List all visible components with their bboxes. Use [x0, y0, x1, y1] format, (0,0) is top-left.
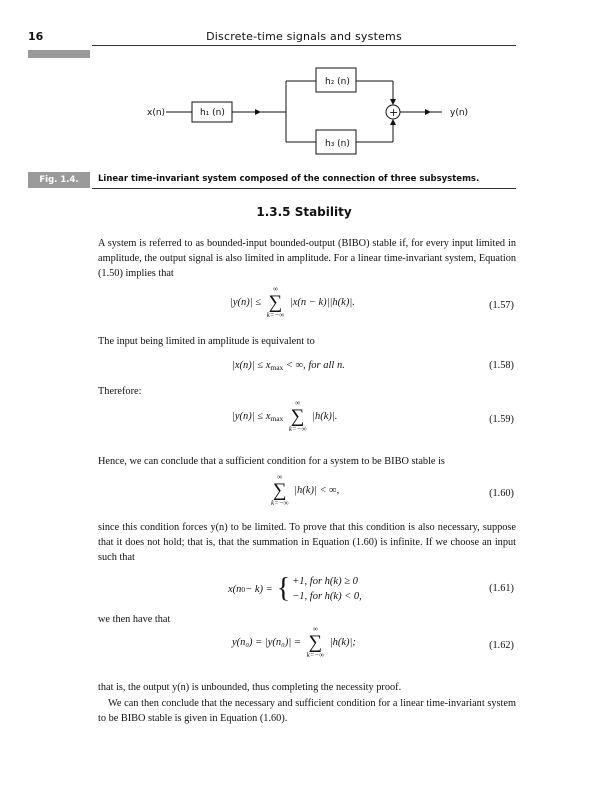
eq159-number: (1.59): [489, 414, 514, 425]
eq161-number: (1.61): [489, 583, 514, 594]
paragraph-6: we then have that: [98, 614, 171, 625]
equation-1-58: [0, 360, 608, 376]
block-diagram: [92, 58, 516, 168]
eq157-sum-bottom: k=−∞: [266, 311, 285, 319]
equation-1-62: [0, 626, 608, 670]
sum-symbol: ∑: [268, 292, 283, 313]
adder-symbol: +: [389, 106, 399, 119]
paragraph-7: that is, the output y(n) is unbounded, thus completing the necessity proof.: [98, 682, 402, 693]
paragraph-4: Hence, we can conclude that a sufficient condition for a system to be BIBO stable is: [98, 456, 445, 467]
section-title: 1.3.5 Stability: [256, 205, 352, 219]
eq158-sub: max: [270, 363, 284, 372]
sum-symbol: ∑: [273, 480, 287, 501]
eq161-lhs: x(n: [228, 583, 242, 595]
left-brace: {: [276, 573, 291, 604]
equation-1-59: [0, 400, 608, 444]
eq161-case-2: −1, for h(k) < 0,: [292, 591, 362, 602]
input-label: x(n): [147, 108, 166, 118]
paragraph-8: We can then conclude that the necessary and sufficient condition for a linear time-invariant system to be BIBO stable is given in Equation (1.60).: [98, 698, 516, 725]
eq159-sum-top: ∞: [295, 399, 301, 407]
eq162-rhs: |h(k)|;: [329, 636, 356, 648]
sum-symbol: ∑: [290, 406, 305, 427]
eq158-rhs: < ∞, for all n.: [283, 360, 345, 371]
eq159-rhs: |h(k)|.: [312, 410, 338, 422]
eq159-sub: max: [270, 413, 284, 423]
paragraph-3: Therefore:: [98, 386, 142, 397]
eq158-lhs: |x(n)| ≤ x: [232, 360, 271, 371]
eq159-lhs: |y(n)| ≤ x: [232, 410, 271, 422]
eq161-lhs2: − k) =: [245, 583, 273, 595]
page-number: 16: [28, 30, 44, 43]
paragraph-1: A system is referred to as bounded-input bounded-output (BIBO) stable if, for every input limited in amplitude, the output signal is also limited in amplitude. For a linear time-invariant system, Equation (1.50) implies that: [98, 238, 516, 280]
eq160-sum-bottom: k=−∞: [271, 499, 289, 507]
eq161-case-1: +1, for h(k) ≥ 0: [292, 576, 358, 587]
running-head: Discrete-time signals and systems: [206, 30, 402, 43]
equation-1-60: [0, 474, 608, 518]
paragraph-5: since this condition forces y(n) to be limited. To prove that this condition is also necessary, suppose that it does not hold; that is, that the summation in Equation (1.60) is infinite. If we choose an input such that: [98, 522, 516, 564]
eq157-sum-top: ∞: [272, 285, 278, 293]
eq160-sum-top: ∞: [277, 473, 283, 481]
h1-label: h₁ (n): [200, 108, 225, 118]
eq157-lhs: |y(n)| ≤: [230, 296, 262, 308]
output-label: y(n): [450, 108, 469, 118]
eq162-lhs: y(n₀) = |y(n₀)| =: [232, 636, 301, 648]
eq162-number: (1.62): [489, 640, 514, 651]
eq162-sum-top: ∞: [312, 625, 318, 633]
h2-label: h₂ (n): [325, 77, 350, 87]
sum-symbol: ∑: [308, 632, 323, 653]
eq160-number: (1.60): [489, 488, 514, 499]
eq159-sum-bottom: k=−∞: [288, 425, 307, 433]
eq157-rhs: |x(n − k)||h(k)|.: [289, 296, 355, 308]
equation-1-57: [0, 286, 608, 330]
eq158-number: (1.58): [489, 360, 514, 371]
equation-1-61: [0, 574, 608, 608]
figure-caption: Linear time-invariant system composed of the connection of three subsystems.: [98, 174, 480, 184]
eq157-number: (1.57): [489, 300, 514, 311]
eq162-sum-bottom: k=−∞: [306, 651, 325, 659]
h3-label: h₃ (n): [325, 139, 350, 149]
paragraph-2: The input being limited in amplitude is equivalent to: [98, 336, 315, 347]
figure-tag: Fig. 1.4.: [28, 172, 90, 188]
eq160-rhs: |h(k)| < ∞,: [294, 484, 340, 496]
header-rule: [92, 45, 516, 46]
margin-bar: [28, 50, 90, 58]
caption-rule: [92, 188, 516, 189]
eq161-sub: 0: [241, 584, 246, 594]
